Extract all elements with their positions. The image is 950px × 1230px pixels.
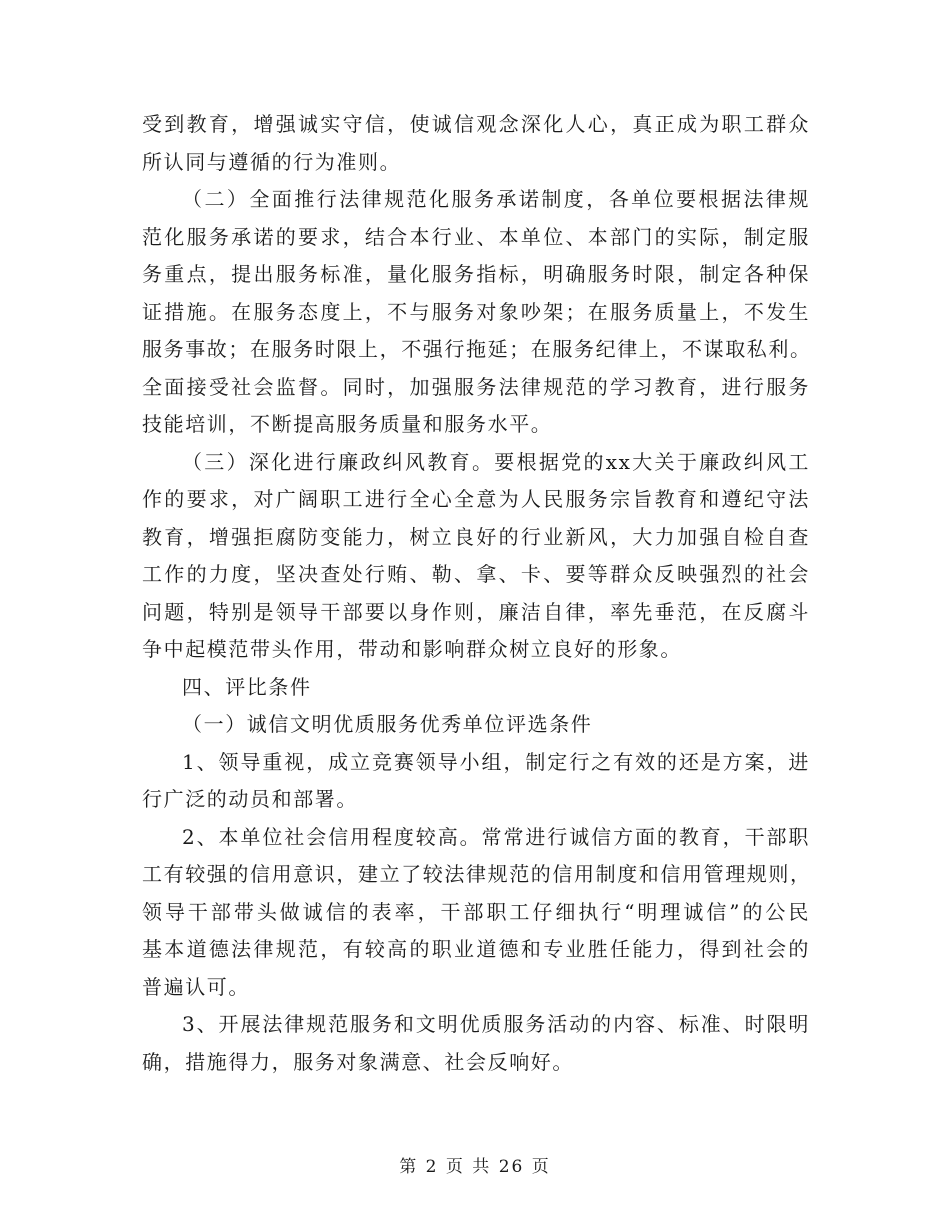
text-line: 争中起模范带头作用，带动和影响群众树立良好的形象。 xyxy=(142,637,682,661)
text-line: 受到教育，增强诚实守信，使诚信观念深化人心，真正成为职工群众 xyxy=(142,112,810,136)
text-line: 范化服务承诺的要求，结合本行业、本单位、本部门的实际，制定服 xyxy=(142,224,810,249)
page-number-footer: 第 2 页 共 26 页 xyxy=(399,1157,551,1177)
text-line: 所认同与遵循的行为准则。 xyxy=(142,149,402,174)
text-line: （二）全面推行法律规范化服务承诺制度，各单位要根据法律规 xyxy=(182,187,810,211)
text-line: 工有较强的信用意识，建立了较法律规范的信用制度和信用管理规则， xyxy=(142,862,812,886)
text-line: 领导干部带头做诚信的表率，干部职工仔细执行“明理诚信”的公民 xyxy=(142,899,810,924)
text-line: 问题，特别是领导干部要以身作则，廉洁自律，率先垂范，在反腐斗 xyxy=(142,599,810,624)
text-line: 工作的力度，坚决查处行贿、勒、拿、卡、要等群众反映强烈的社会 xyxy=(142,562,810,586)
text-line: 全面接受社会监督。同时，加强服务法律规范的学习教育，进行服务 xyxy=(142,374,810,399)
document-body xyxy=(142,106,810,1081)
text-line: 3、开展法律规范服务和文明优质服务活动的内容、标准、时限明 xyxy=(182,1012,810,1036)
text-line: 普遍认可。 xyxy=(142,974,250,999)
text-line: 2、本单位社会信用程度较高。常常进行诚信方面的教育，干部职 xyxy=(182,824,810,849)
text-line: 行广泛的动员和部署。 xyxy=(142,787,358,811)
text-line: （一）诚信文明优质服务优秀单位评选条件 xyxy=(182,712,593,736)
text-line: 1、领导重视，成立竞赛领导小组，制定行之有效的还是方案，进 xyxy=(182,749,810,774)
text-line: 技能培训，不断提高服务质量和服务水平。 xyxy=(142,412,553,436)
text-line: 基本道德法律规范，有较高的职业道德和专业胜任能力，得到社会的 xyxy=(142,937,810,961)
text-line: 教育，增强拒腐防变能力，树立良好的行业新风，大力加强自检自查 xyxy=(142,524,810,549)
text-line: 服务事故；在服务时限上，不强行拖延；在服务纪律上，不谋取私利。 xyxy=(142,337,812,361)
text-line: 确，措施得力，服务对象满意、社会反响好。 xyxy=(142,1049,574,1074)
text-line: 四、评比条件 xyxy=(182,674,312,699)
text-line: 作的要求，对广阔职工进行全心全意为人民服务宗旨教育和遵纪守法 xyxy=(142,487,810,511)
text-line: 务重点，提出服务标准，量化服务指标，明确服务时限，制定各种保 xyxy=(142,262,810,286)
text-line: （三）深化进行廉政纠风教育。要根据党的xx大关于廉政纠风工 xyxy=(182,449,810,474)
text-line: 证措施。在服务态度上，不与服务对象吵架；在服务质量上，不发生 xyxy=(142,299,810,324)
